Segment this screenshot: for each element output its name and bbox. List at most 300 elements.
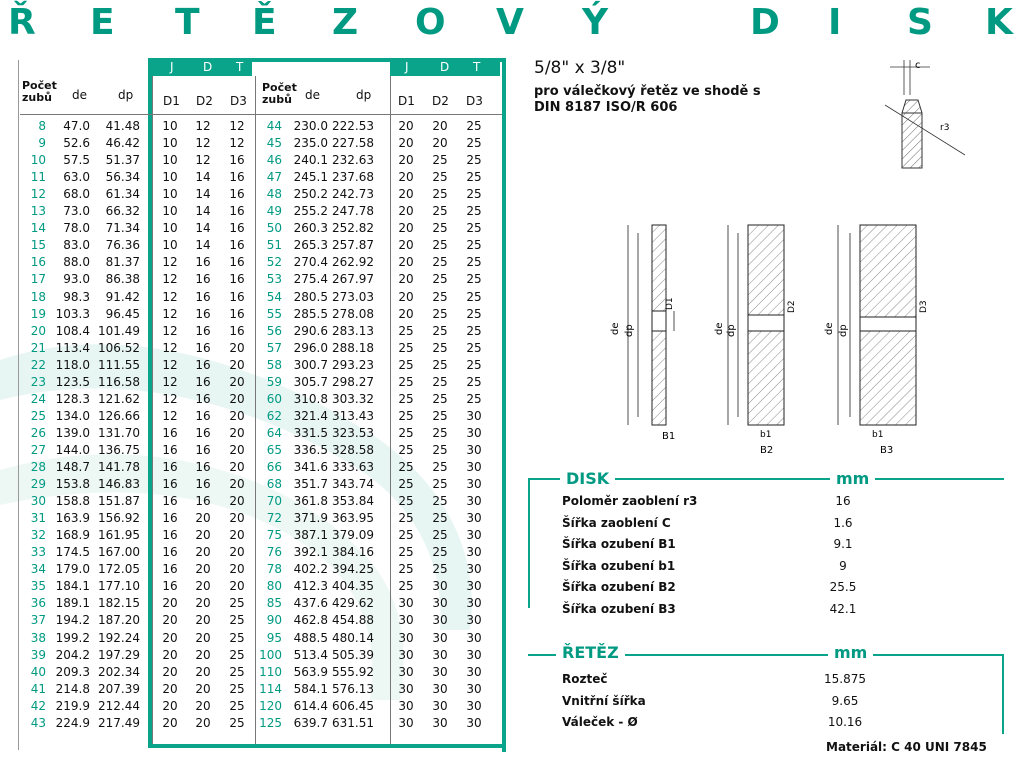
table-cell: 16: [195, 425, 211, 440]
table-cell: 20: [398, 306, 414, 321]
teeth-count: 14: [30, 221, 46, 236]
table-cell: 20: [432, 136, 448, 151]
table-cell: 12: [162, 306, 178, 321]
table-cell: 194.2: [55, 613, 90, 628]
teeth-count: 21: [30, 340, 46, 355]
table-cell: 81.37: [105, 255, 140, 270]
teeth-count: 65: [266, 442, 282, 457]
teeth-count: 50: [266, 221, 282, 236]
table-cell: 134.0: [55, 408, 90, 423]
table-cell: 51.37: [105, 153, 140, 168]
table-cell: 174.5: [55, 545, 90, 560]
table-cell: 25: [466, 323, 482, 338]
table-cell: 25: [229, 664, 245, 679]
table-cell: 639.7: [293, 715, 328, 730]
table-cell: 16: [162, 460, 178, 474]
table-cell: 108.4: [55, 323, 90, 338]
table-cell: 273.03: [332, 289, 374, 304]
header-d2-left: D2: [196, 94, 213, 108]
table-cell: 25: [432, 187, 448, 202]
svg-text:dp: dp: [624, 324, 635, 337]
table-cell: 336.5: [293, 442, 328, 457]
table-cell: 71.34: [105, 221, 140, 236]
table-cell: 252.82: [332, 221, 374, 236]
table-cell: 20: [195, 715, 211, 730]
table-cell: 30: [398, 698, 414, 713]
table-cell: 12: [162, 340, 178, 355]
table-cell: 30: [432, 613, 448, 628]
table-cell: 25: [398, 323, 414, 338]
table-cell: 25: [466, 289, 482, 304]
teeth-count: 51: [266, 238, 282, 253]
table-cell: 10: [162, 136, 178, 151]
table-cell: 25: [229, 715, 245, 730]
table-cell: 68.0: [63, 187, 90, 202]
teeth-count: 39: [30, 647, 46, 662]
table-cell: 76.36: [105, 238, 140, 253]
table-cell: 136.75: [98, 442, 140, 457]
table-cell: 16: [195, 494, 211, 509]
table-cell: 235.0: [293, 136, 328, 151]
table-cell: 16: [195, 255, 211, 270]
table-cell: 16: [195, 442, 211, 457]
table-cell: 12: [162, 289, 178, 304]
table-cell: 30: [432, 664, 448, 679]
teeth-count: 120: [259, 698, 282, 713]
table-cell: 25: [432, 528, 448, 543]
teeth-count: 55: [266, 306, 282, 321]
table-cell: 25: [432, 306, 448, 321]
header-pocet-right: Počet zubů: [262, 81, 297, 106]
teeth-count: 40: [30, 664, 46, 679]
title-letter: K: [985, 2, 1013, 43]
table-cell: 300.7: [293, 357, 328, 372]
teeth-count: 59: [266, 374, 282, 389]
table-cell: 25: [398, 511, 414, 526]
table-cell: 25: [398, 528, 414, 543]
table-cell: 98.3: [63, 289, 90, 304]
table-cell: 240.1: [293, 153, 328, 168]
table-cell: 303.32: [332, 391, 374, 406]
table-cell: 392.1: [293, 545, 328, 560]
table-cell: 187.20: [98, 613, 140, 628]
header-dp-right: dp: [356, 88, 372, 102]
header-d2-right: D2: [432, 94, 449, 108]
table-cell: 402.2: [293, 562, 328, 577]
spec-value: 42.1: [829, 601, 857, 616]
table-cell: 30: [432, 715, 448, 730]
table-cell: 189.1: [55, 596, 90, 611]
table-cell: 16: [195, 391, 211, 406]
table-cell: 177.10: [98, 579, 140, 594]
table-cell: 56.34: [105, 170, 140, 185]
table-cell: 265.3: [293, 238, 328, 253]
table-bottom-border: [148, 744, 506, 748]
table-cell: 30: [466, 460, 482, 474]
teeth-count: 70: [266, 494, 282, 509]
table-cell: 10: [162, 238, 178, 253]
table-cell: 30: [466, 698, 482, 713]
spec-label: Šířka ozubení B3: [562, 601, 676, 616]
table-cell: 158.8: [55, 494, 90, 509]
header-pocet-left: Počet zubů: [22, 79, 57, 104]
table-cell: 488.5: [293, 630, 328, 645]
teeth-count: 31: [30, 511, 46, 526]
table-cell: 25: [398, 477, 414, 492]
teeth-count: 52: [266, 255, 282, 270]
teeth-count: 75: [266, 528, 282, 543]
table-cell: 30: [432, 630, 448, 645]
table-cell: 25: [398, 579, 414, 594]
header-d3-right: D3: [466, 94, 483, 108]
table-cell: 384.16: [332, 545, 374, 560]
table-cell: 20: [162, 613, 178, 628]
table-cell: 16: [195, 357, 211, 372]
title-letter: S: [907, 2, 933, 43]
table-cell: 30: [398, 664, 414, 679]
table-cell: 255.2: [293, 204, 328, 219]
table-cell: 505.39: [332, 647, 374, 662]
spec-value: 10.16: [827, 715, 863, 729]
table-cell: 20: [398, 204, 414, 219]
teeth-count: 72: [266, 511, 282, 526]
table-cell: 25: [432, 562, 448, 577]
table-cell: 20: [398, 136, 414, 151]
spec-value: 9: [839, 558, 847, 573]
table-cell: 20: [195, 579, 211, 594]
table-cell: 30: [466, 613, 482, 628]
spec-value: 25.5: [829, 580, 857, 594]
svg-text:D1: D1: [665, 297, 675, 310]
table-cell: 30: [466, 477, 482, 492]
table-cell: 305.7: [293, 374, 328, 389]
table-cell: 361.8: [293, 494, 328, 509]
table-cell: 20: [229, 374, 245, 389]
table-cell: 25: [466, 221, 482, 236]
table-cell: 296.0: [293, 340, 328, 355]
teeth-count: 33: [30, 545, 46, 560]
table-cell: 20: [229, 425, 245, 440]
table-cell: 123.5: [55, 374, 90, 389]
table-cell: 333.63: [332, 460, 374, 474]
table-cell: 83.0: [63, 238, 90, 253]
table-cell: 101.49: [98, 323, 140, 338]
title-letter: T: [175, 2, 200, 43]
table-cell: 20: [432, 119, 448, 133]
table-cell: 214.8: [55, 681, 90, 696]
table-cell: 30: [466, 511, 482, 526]
table-cell: 10: [162, 119, 178, 133]
table-cell: 30: [432, 596, 448, 611]
table-cell: 204.2: [55, 647, 90, 662]
table-cell: 153.8: [55, 477, 90, 492]
table-cell: 30: [466, 442, 482, 457]
tooth-profile-drawing: [870, 55, 980, 175]
table-cell: 257.87: [332, 238, 374, 253]
table-cell: 30: [432, 647, 448, 662]
table-cell: 30: [398, 681, 414, 696]
table-cell: 20: [195, 562, 211, 577]
table-cell: 285.5: [293, 306, 328, 321]
title-letter: D: [750, 2, 780, 43]
table-cell: 212.44: [98, 698, 140, 713]
table-cell: 16: [162, 425, 178, 440]
table-cell: 16: [162, 579, 178, 594]
table-cell: 151.87: [98, 494, 140, 509]
table-cell: 237.68: [332, 170, 374, 185]
table-cell: 25: [466, 255, 482, 270]
table-cell: 10: [162, 187, 178, 202]
table-cell: 20: [195, 545, 211, 560]
disk-heading: DISK: [560, 469, 615, 488]
table-cell: 379.09: [332, 528, 374, 543]
title-letter: Z: [332, 2, 359, 43]
table-cell: 16: [195, 408, 211, 423]
table-cell: 25: [466, 153, 482, 168]
table-cell: 25: [432, 425, 448, 440]
material-label: Materiál: C 40 UNI 7845: [826, 740, 987, 754]
teeth-count: 12: [30, 187, 46, 202]
disk-unit: mm: [830, 469, 875, 488]
table-cell: 298.27: [332, 374, 374, 389]
table-cell: 353.84: [332, 494, 374, 509]
table-cell: 25: [432, 511, 448, 526]
table-cell: 20: [229, 408, 245, 423]
table-cell: 25: [229, 647, 245, 662]
teeth-count: 28: [30, 460, 46, 474]
table-cell: 207.39: [98, 681, 140, 696]
title-letter: Ě: [252, 2, 277, 43]
table-cell: 25: [466, 136, 482, 151]
table-cell: 222.53: [332, 119, 374, 133]
table-cell: 25: [432, 340, 448, 355]
svg-text:de: de: [714, 322, 725, 335]
spec-label: Vnitřní šířka: [562, 693, 646, 708]
teeth-count: 85: [266, 596, 282, 611]
table-cell: 25: [398, 545, 414, 560]
table-cell: 323.53: [332, 425, 374, 440]
table-cell: 14: [195, 170, 211, 185]
table-cell: 394.25: [332, 562, 374, 577]
teeth-count: 64: [266, 425, 282, 440]
teeth-count: 80: [266, 579, 282, 594]
table-cell: 20: [162, 630, 178, 645]
teeth-count: 48: [266, 187, 282, 202]
table-cell: 25: [432, 153, 448, 168]
table-cell: 227.58: [332, 136, 374, 151]
table-cell: 126.66: [98, 408, 140, 423]
table-cell: 106.52: [98, 340, 140, 355]
table-cell: 20: [162, 664, 178, 679]
table-cell: 25: [229, 698, 245, 713]
teeth-count: 20: [30, 323, 46, 338]
table-cell: 86.38: [105, 272, 140, 287]
table-cell: 25: [398, 494, 414, 509]
teeth-count: 49: [266, 204, 282, 219]
table-cell: 30: [466, 630, 482, 645]
table-cell: 12: [229, 119, 245, 133]
table-cell: 25: [398, 562, 414, 577]
table-cell: 513.4: [293, 647, 328, 662]
title-letter: Ý: [582, 2, 609, 43]
table-cell: 20: [229, 391, 245, 406]
table-cell: 16: [195, 272, 211, 287]
teeth-count: 60: [266, 391, 282, 406]
table-cell: 41.48: [105, 119, 140, 133]
table-cell: 25: [466, 272, 482, 287]
table-cell: 219.9: [55, 698, 90, 713]
table-cell: 16: [162, 477, 178, 492]
table-cell: 111.55: [98, 357, 140, 372]
table-cell: 16: [229, 153, 245, 168]
table-cell: 30: [432, 579, 448, 594]
table-cell: 30: [466, 596, 482, 611]
table-cell: 606.45: [332, 698, 374, 713]
jdt-label: T: [473, 60, 481, 74]
table-cell: 12: [162, 391, 178, 406]
table-cell: 52.6: [63, 136, 90, 151]
table-cell: 275.4: [293, 272, 328, 287]
table-cell: 184.1: [55, 579, 90, 594]
table-cell: 25: [432, 255, 448, 270]
teeth-count: 36: [30, 596, 46, 611]
table-cell: 14: [195, 187, 211, 202]
table-cell: 25: [466, 340, 482, 355]
table-cell: 113.4: [55, 340, 90, 355]
table-cell: 25: [398, 340, 414, 355]
table-cell: 12: [162, 357, 178, 372]
teeth-count: 54: [266, 289, 282, 304]
jdt-label: J: [405, 60, 409, 74]
spec-label: Šířka ozubení B1: [562, 537, 676, 551]
table-cell: 20: [195, 647, 211, 662]
teeth-count: 125: [259, 715, 282, 730]
table-cell: 16: [162, 562, 178, 577]
table-cell: 10: [162, 221, 178, 236]
spec-value: 1.6: [833, 515, 853, 530]
retez-heading: ŘETĚZ: [556, 643, 625, 662]
table-cell: 20: [195, 698, 211, 713]
table-cell: 310.8: [293, 391, 328, 406]
table-cell: 429.62: [332, 596, 374, 611]
table-cell: 116.58: [98, 374, 140, 389]
table-cell: 25: [432, 545, 448, 560]
table-cell: 267.97: [332, 272, 374, 287]
table-cell: 20: [195, 630, 211, 645]
table-cell: 20: [162, 715, 178, 730]
svg-text:de: de: [610, 322, 621, 335]
table-cell: 168.9: [55, 528, 90, 543]
table-cell: 121.62: [98, 391, 140, 406]
table-cell: 20: [162, 681, 178, 696]
table-cell: 172.05: [98, 562, 140, 577]
table-cell: 343.74: [332, 477, 374, 492]
spec-label: Váleček - Ø: [562, 715, 638, 729]
table-cell: 20: [229, 494, 245, 509]
table-cell: 20: [195, 613, 211, 628]
table-cell: 576.13: [332, 681, 374, 696]
simplex-sprocket: [610, 225, 675, 442]
label-c: c: [915, 60, 921, 71]
table-cell: 25: [466, 306, 482, 321]
teeth-count: 42: [30, 698, 46, 713]
teeth-count: 57: [266, 340, 282, 355]
table-cell: 16: [229, 289, 245, 304]
table-cell: 25: [432, 289, 448, 304]
table-cell: 16: [195, 374, 211, 389]
table-cell: 437.6: [293, 596, 328, 611]
table-cell: 25: [432, 374, 448, 389]
teeth-count: 76: [266, 545, 282, 560]
table-cell: 12: [162, 323, 178, 338]
teeth-count: 56: [266, 323, 282, 338]
table-cell: 25: [466, 238, 482, 253]
table-cell: 25: [398, 442, 414, 457]
teeth-count: 18: [30, 289, 46, 304]
teeth-count: 8: [38, 119, 46, 133]
table-cell: 20: [229, 340, 245, 355]
table-cell: 179.0: [55, 562, 90, 577]
svg-text:dp: dp: [838, 324, 849, 337]
table-cell: 16: [229, 255, 245, 270]
subtitle-line2: DIN 8187 ISO/R 606: [534, 100, 678, 115]
jdt-label: D: [440, 60, 450, 74]
table-cell: 30: [466, 528, 482, 543]
table-cell: 480.14: [332, 630, 374, 645]
header-d1-left: D1: [163, 94, 180, 108]
spec-value: 9.65: [831, 693, 859, 708]
table-cell: 161.95: [98, 528, 140, 543]
table-cell: 20: [229, 442, 245, 457]
jdt-label: J: [170, 60, 174, 74]
table-cell: 78.0: [63, 221, 90, 236]
table-cell: 290.6: [293, 323, 328, 338]
table-cell: 16: [162, 442, 178, 457]
table-cell: 16: [229, 238, 245, 253]
spec-label: Šířka ozubení B2: [562, 580, 676, 594]
table-cell: 404.35: [332, 579, 374, 594]
table-cell: 20: [195, 511, 211, 526]
teeth-count: 78: [266, 562, 282, 577]
table-cell: 25: [432, 170, 448, 185]
table-cell: 199.2: [55, 630, 90, 645]
table-cell: 321.4: [293, 408, 328, 423]
duplex-sprocket: [714, 225, 797, 456]
teeth-count: 32: [30, 528, 46, 543]
table-cell: 30: [398, 715, 414, 730]
table-cell: 25: [466, 204, 482, 219]
table-cell: 454.88: [332, 613, 374, 628]
table-cell: 16: [229, 170, 245, 185]
table-cell: 16: [195, 323, 211, 338]
header-dp-left: dp: [118, 88, 134, 102]
header-d1-right: D1: [398, 94, 415, 108]
table-cell: 30: [466, 545, 482, 560]
table-cell: 25: [398, 357, 414, 372]
table-cell: 10: [162, 153, 178, 168]
table-cell: 93.0: [63, 272, 90, 287]
table-cell: 563.9: [293, 664, 328, 679]
table-cell: 25: [398, 408, 414, 423]
table-cell: 12: [162, 374, 178, 389]
table-cell: 462.8: [293, 613, 328, 628]
svg-text:de: de: [824, 322, 835, 335]
table-cell: 25: [466, 119, 482, 133]
table-cell: 30: [432, 681, 448, 696]
table-cell: 20: [398, 238, 414, 253]
table-cell: 371.9: [293, 511, 328, 526]
jdt-label: D: [203, 60, 213, 74]
